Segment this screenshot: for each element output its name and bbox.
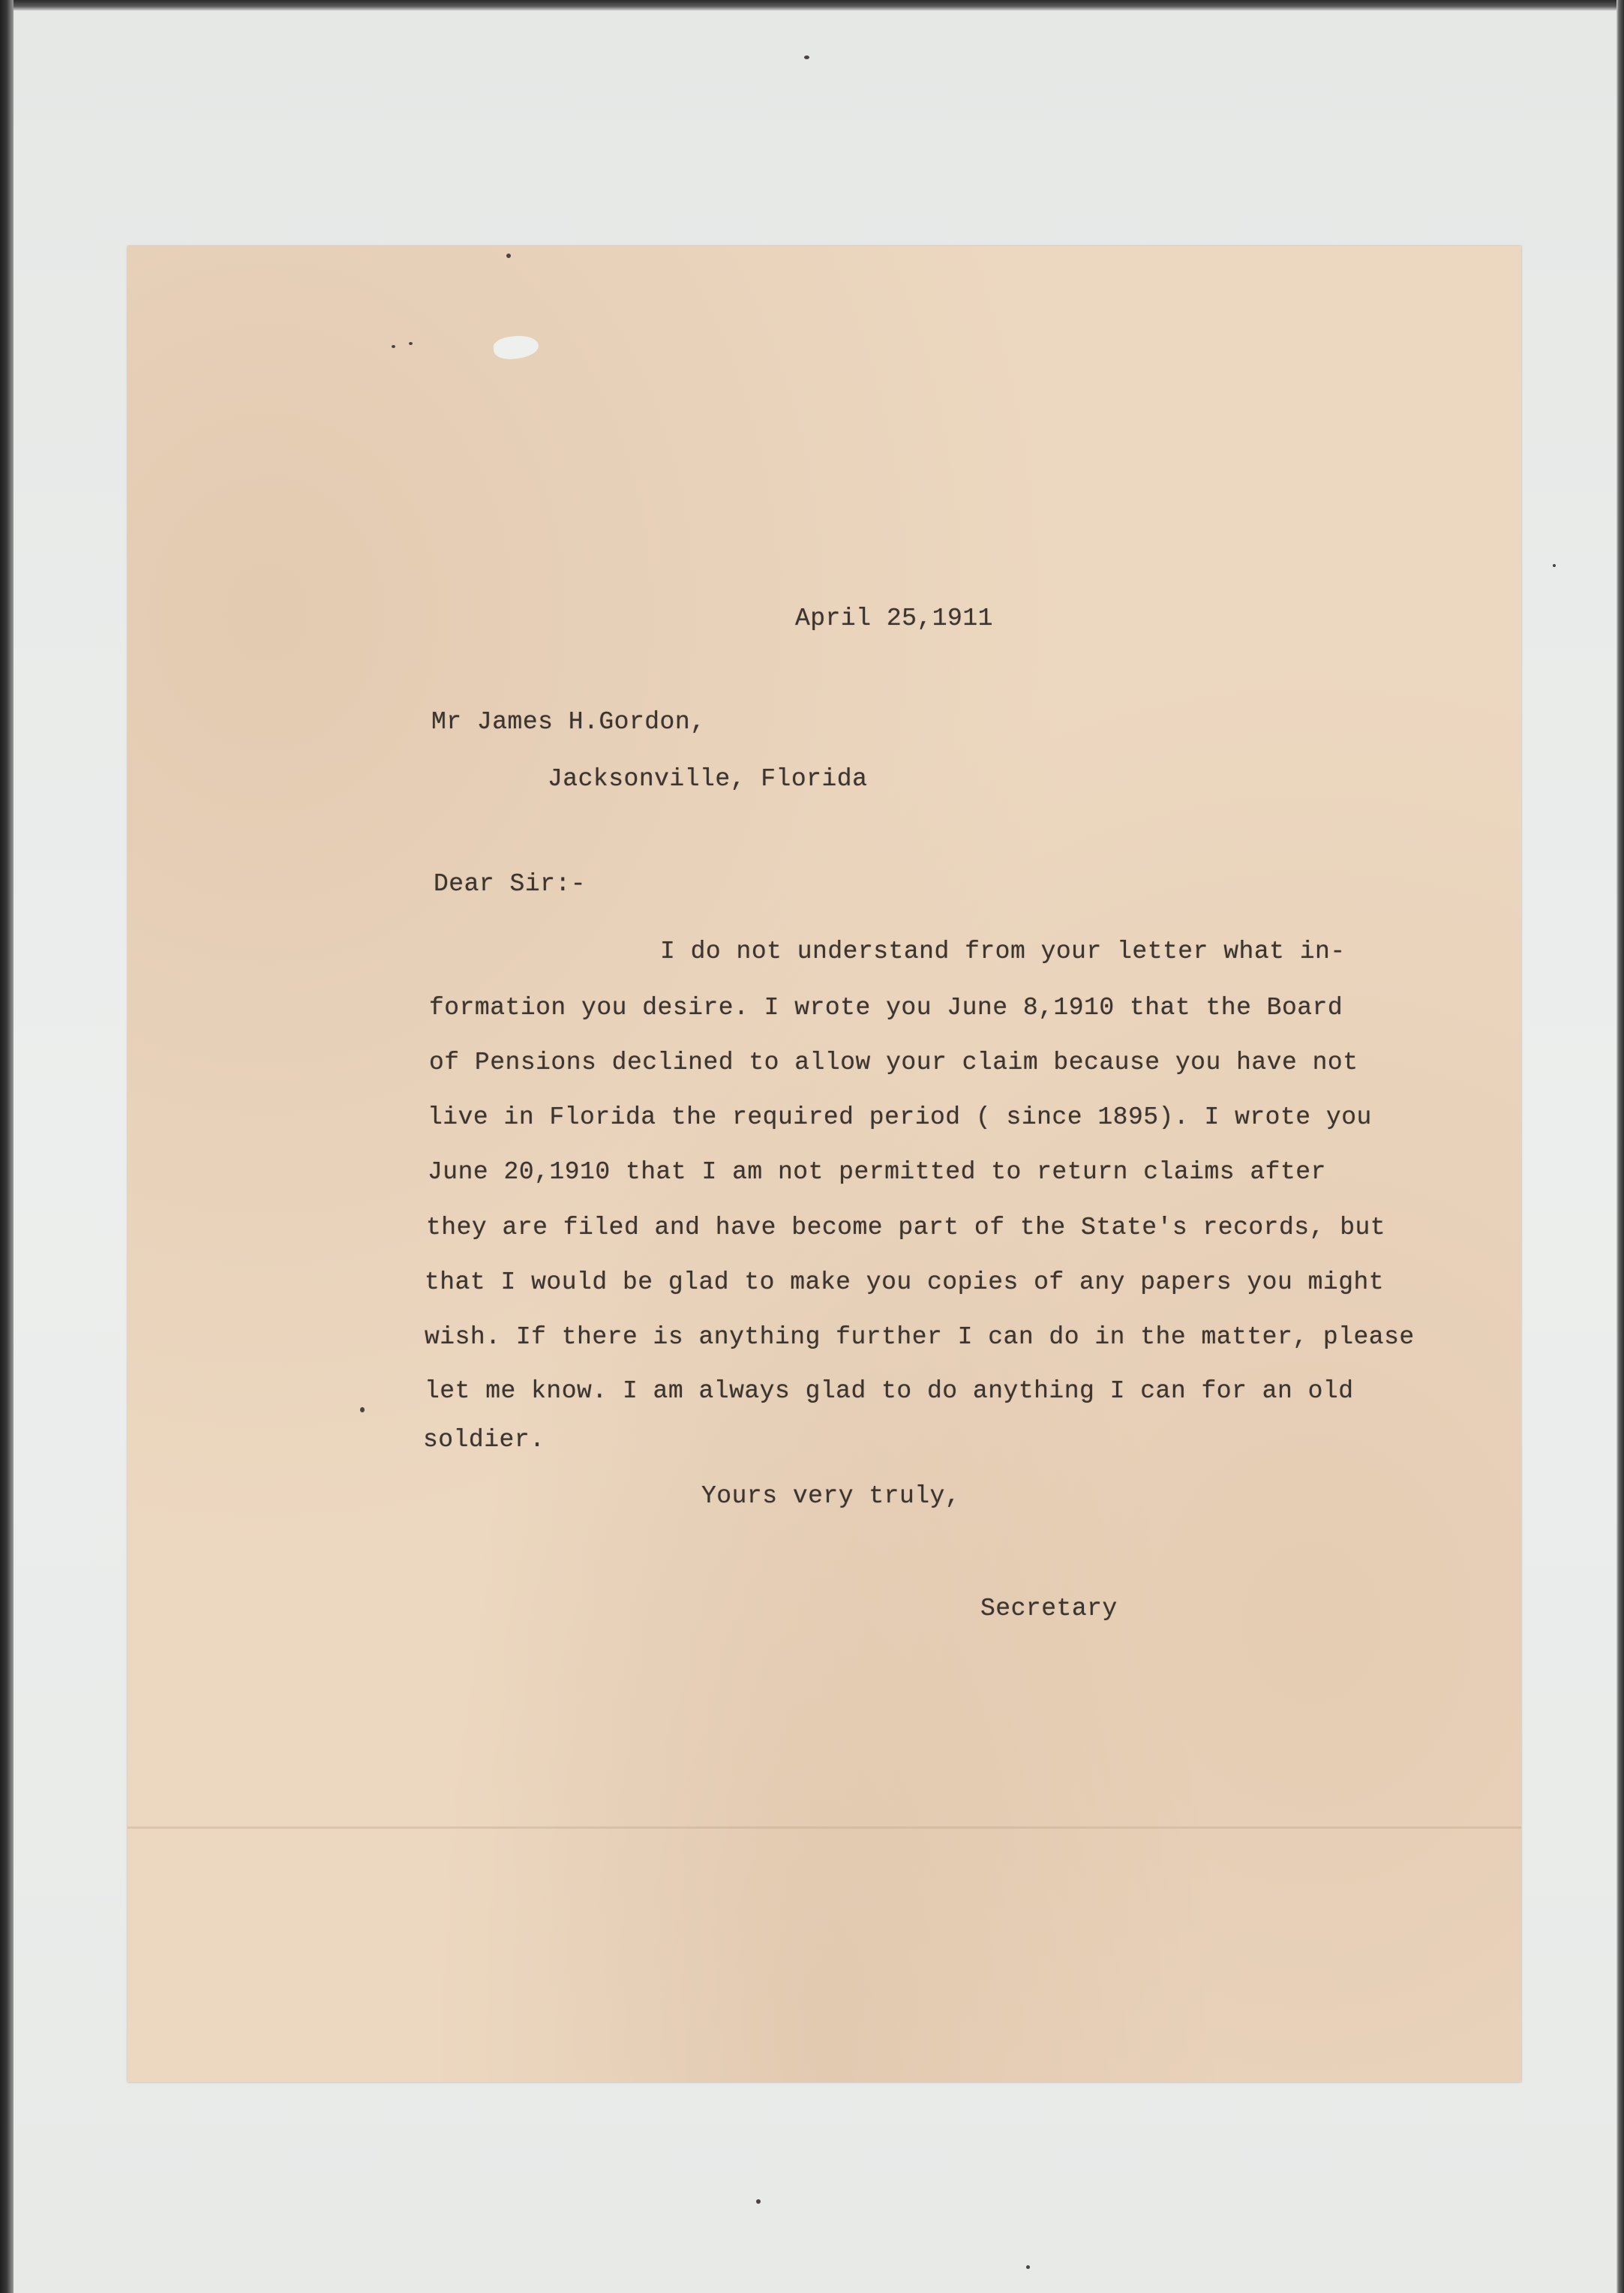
dust-speck (1026, 2265, 1030, 2269)
scanner-left-edge (0, 0, 14, 2293)
salutation: Dear Sir:- (434, 870, 587, 898)
body-line: live in Florida the required period ( since 1895). I wrote you (428, 1103, 1372, 1131)
dust-speck (1553, 564, 1556, 567)
ink-speck (360, 1407, 365, 1412)
ink-speck (506, 254, 511, 258)
scanner-top-edge (0, 0, 1624, 11)
dust-speck (804, 56, 809, 59)
paper-fold-line (128, 1826, 1521, 1829)
body-line: that I would be glad to make you copies of any papers you might (425, 1268, 1385, 1296)
punch-hole (492, 333, 540, 362)
dust-speck (756, 2199, 761, 2204)
body-line: formation you desire. I wrote you June 8,1910 that the Board (429, 994, 1343, 1022)
body-line: they are filed and have become part of the State's records, but (426, 1214, 1386, 1241)
signature-title: Secretary (980, 1595, 1118, 1622)
ink-speck (392, 345, 395, 348)
recipient-city: Jacksonville, Florida (548, 765, 868, 793)
recipient-name: Mr James H.Gordon, (431, 708, 706, 736)
letter-date: April 25,1911 (795, 605, 993, 632)
closing: Yours very truly, (701, 1482, 961, 1510)
scanner-right-edge (1616, 0, 1624, 2293)
body-line: June 20,1910 that I am not permitted to return claims after (428, 1158, 1326, 1186)
body-line: of Pensions declined to allow your claim because you have not (429, 1049, 1358, 1076)
body-line: I do not understand from your letter what in- (660, 938, 1346, 965)
body-line: soldier. (423, 1426, 545, 1454)
body-line: wish. If there is anything further I can do in the matter, please (425, 1323, 1415, 1351)
ink-speck (409, 342, 413, 345)
body-line: let me know. I am always glad to do anything I can for an old (425, 1377, 1354, 1405)
